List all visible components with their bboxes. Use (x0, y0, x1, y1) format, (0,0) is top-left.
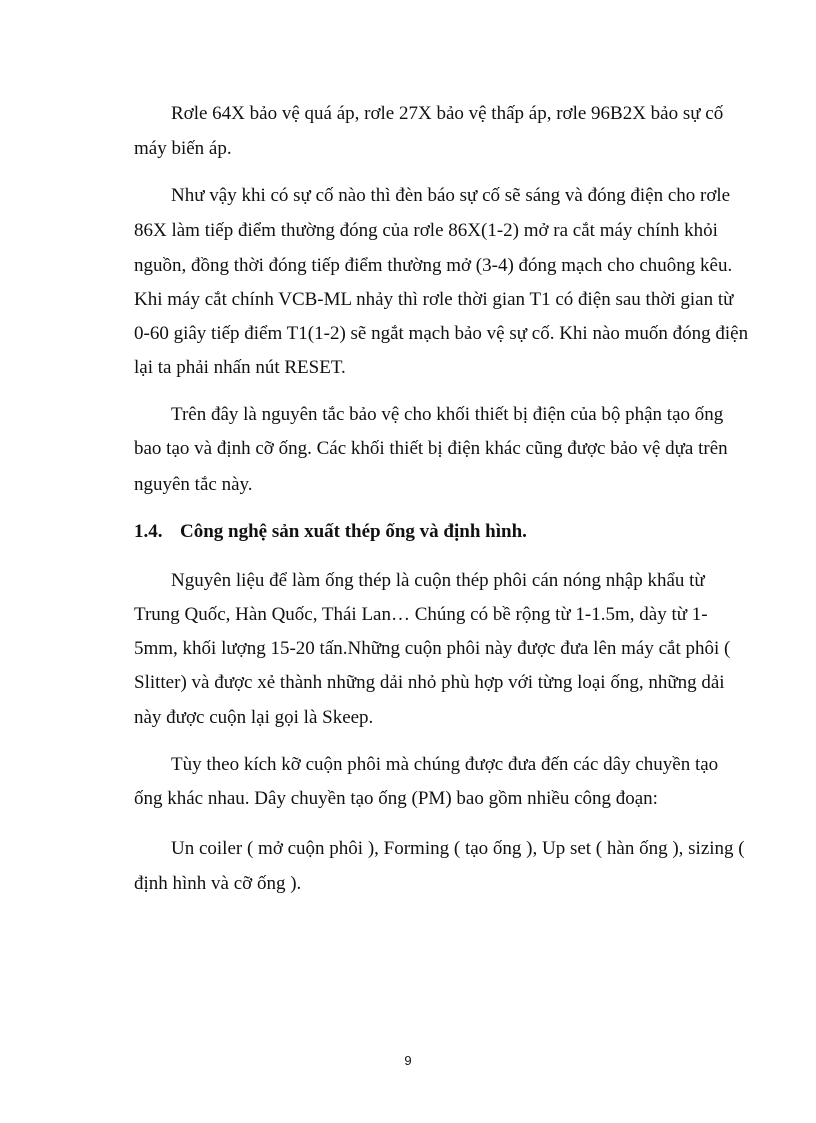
paragraph-line: ống khác nhau. Dây chuyền tạo ống (PM) bao gồm nhiều công đoạn: (134, 788, 658, 809)
paragraph-line: Slitter) và được xẻ thành những dải nhỏ phù hợp với từng loại ống, những dải (134, 672, 725, 693)
paragraph-line: Tùy theo kích kỡ cuộn phôi mà chúng được đưa đến các dây chuyền tạo (171, 754, 719, 775)
page-number: 9 (404, 1053, 412, 1068)
paragraph-line: 0-60 giây tiếp điểm T1(1-2) sẽ ngắt mạch bảo vệ sự cố. Khi nào muốn đóng điện (134, 323, 749, 344)
paragraph-line: Khi máy cắt chính VCB-ML nhảy thì rơle thời gian T1 có điện sau thời gian từ (134, 289, 734, 310)
paragraph-line: 5mm, khối lượng 15-20 tấn.Những cuộn phôi này được đưa lên máy cắt phôi ( (134, 638, 731, 659)
paragraph-line: Trung Quốc, Hàn Quốc, Thái Lan… Chúng có bề rộng từ 1-1.5m, dày từ 1- (134, 604, 708, 625)
paragraph-line: này được cuộn lại gọi là Skeep. (134, 707, 374, 728)
paragraph-line: Trên đây là nguyên tắc bảo vệ cho khối thiết bị điện của bộ phận tạo ống (171, 404, 724, 425)
paragraph-line: Un coiler ( mở cuộn phôi ), Forming ( tạo ống ), Up set ( hàn ống ), sizing ( (171, 838, 745, 859)
section-number: 1.4. (134, 521, 163, 542)
paragraph-line: nguyên tắc này. (134, 474, 253, 495)
paragraph-line: 86X làm tiếp điểm thường đóng của rơle 86X(1-2) mở ra cắt máy chính khỏi (134, 220, 718, 241)
paragraph-line: định hình và cỡ ống ). (134, 873, 302, 894)
paragraph-line: Nguyên liệu để làm ống thép là cuộn thép phôi cán nóng nhập khẩu từ (171, 570, 705, 591)
paragraph-line: máy biến áp. (134, 138, 232, 159)
paragraph-line: lại ta phải nhấn nút RESET. (134, 357, 346, 378)
section-title: Công nghệ sản xuất thép ống và định hình. (180, 521, 527, 542)
paragraph-line: Rơle 64X bảo vệ quá áp, rơle 27X bảo vệ thấp áp, rơle 96B2X bảo sự cố (171, 103, 724, 124)
paragraph-line: nguồn, đồng thời đóng tiếp điểm thường mở (3-4) đóng mạch cho chuông kêu. (134, 255, 733, 276)
paragraph-line: bao tạo và định cỡ ống. Các khối thiết bị điện khác cũng được bảo vệ dựa trên (134, 438, 728, 459)
paragraph-line: Như vậy khi có sự cố nào thì đèn báo sự cố sẽ sáng và đóng điện cho rơle (171, 185, 731, 206)
